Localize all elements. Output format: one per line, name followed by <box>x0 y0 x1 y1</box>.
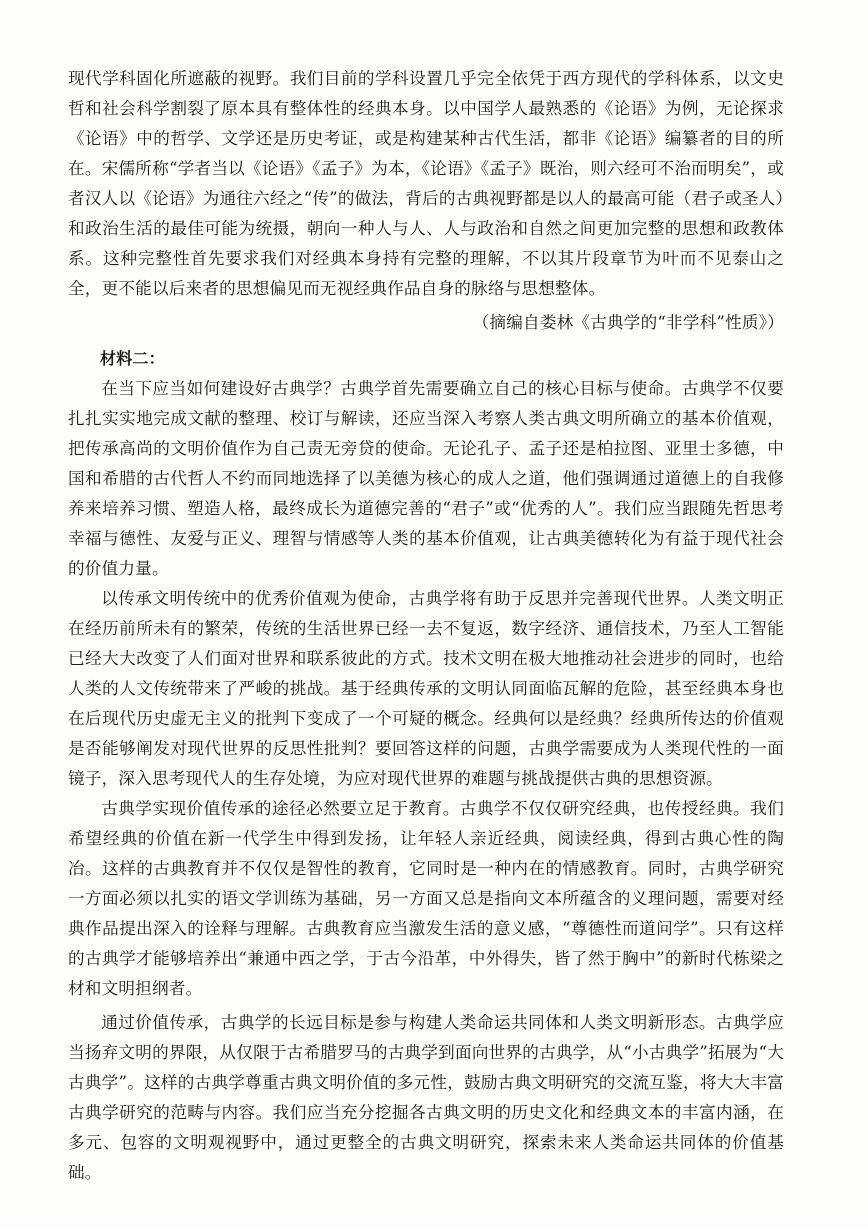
source-citation: （摘编自娄林《古典学的“非学科”性质》） <box>472 313 784 332</box>
material2-paragraph-3: 古典学实现价值传承的途径必然要立足于教育。古典学不仅仅研究经典，也传授经典。我们希望经典的价值在新一代学生中得到发扬，让年轻人亲近经典，阅读经典，得到古典心性的陶冶。这样的古典教育并不仅仅是智性的教育，它同时是一种内在的情感教育。同时，古典学研究一方面必须以扎实的语文学训练为基础，另一方面又总是指向文本所蕴含的义理问题，需要对经典作品提出深入的诠释与理解。古典教育应当激发生活的意义感，“尊德性而道问学”。只有这样的古典学才能够培养出“兼通中西之学，于古今沿革，中外得失，皆了然于胸中”的新时代栋梁之材和文明担纲者。 <box>68 799 784 998</box>
material2-paragraph-1: 在当下应当如何建设好古典学？古典学首先需要确立自己的核心目标与使命。古典学不仅要扎扎实实地完成文献的整理、校订与解读，还应当深入考察人类古典文明所确立的基本价值观，把传承高尚的文明价值作为自己责无旁贷的使命。无论孔子、孟子还是柏拉图、亚里士多德，中国和希腊的古代哲人不约而同地选择了以美德为核心的成人之道，他们强调通过道德上的自我修养来培养习惯、塑造人格，最终成长为道德完善的“君子”或“优秀的人”。我们应当跟随先哲思考幸福与德性、友爱与正义、理智与情感等人类的基本价值观，让古典美德转化为有益于现代社会的价值力量。 <box>68 379 784 578</box>
material2-heading: 材料二： <box>100 349 165 368</box>
material2-paragraph-2: 以传承文明传统中的优秀价值观为使命，古典学将有助于反思并完善现代世界。人类文明正在经历前所未有的繁荣，传统的生活世界已经一去不复返，数字经济、通信技术，乃至人工智能已经大大改变了人们面对世界和联系彼此的方式。技术文明在极大地推动社会进步的同时，也给人类的人文传统带来了严峻的挑战。基于经典传承的文明认同面临瓦解的危险，甚至经典本身也在后现代历史虚无主义的批判下变成了一个可疑的概念。经典何以是经典？经典所传达的价值观是否能够阐发对现代世界的反思性批判？要回答这样的问题，古典学需要成为人类现代性的一面镜子，深入思考现代人的生存处境，为应对现代世界的难题与挑战提供古典的思想资源。 <box>68 589 784 788</box>
material1-tail-paragraph: 现代学科固化所遮蔽的视野。我们目前的学科设置几乎完全依凭于西方现代的学科体系，以文史哲和社会科学割裂了原本具有整体性的经典本身。以中国学人最熟悉的《论语》为例，无论探求《论语》中的哲学、文学还是历史考证，或是构建某种古代生活，都非《论语》编纂者的目的所在。宋儒所称“学者当以《论语》《孟子》为本，《论语》《孟子》既治，则六经可不治而明矣”，或者汉人以《论语》为通往六经之“传”的做法，背后的古典视野都是以人的最高可能（君子或圣人）和政治生活的最佳可能为统摄，朝向一种人与人、人与政治和自然之间更加完整的思想和政教体系。这种完整性首先要求我们对经典本身持有完整的理解，不以其片段章节为叶而不见泰山之全，更不能以后来者的思想偏见而无视经典作品自身的脉络与思想整体。 <box>68 69 784 298</box>
material2-paragraph-4: 通过价值传承，古典学的长远目标是参与构建人类命运共同体和人类文明新形态。古典学应当扬弃文明的界限，从仅限于古希腊罗马的古典学到面向世界的古典学，从“小古典学”拓展为“大古典学”。这样的古典学尊重古典文明价值的多元性，鼓励古典文明研究的交流互鉴，将大大丰富古典学研究的范畴与内容。我们应当充分挖掘各古典文明的历史文化和经典文本的丰富内涵，在多元、包容的文明观视野中，通过更整全的古典文明研究，探索未来人类命运共同体的价值基础。 <box>68 1013 784 1182</box>
document-body <box>68 64 784 1188</box>
